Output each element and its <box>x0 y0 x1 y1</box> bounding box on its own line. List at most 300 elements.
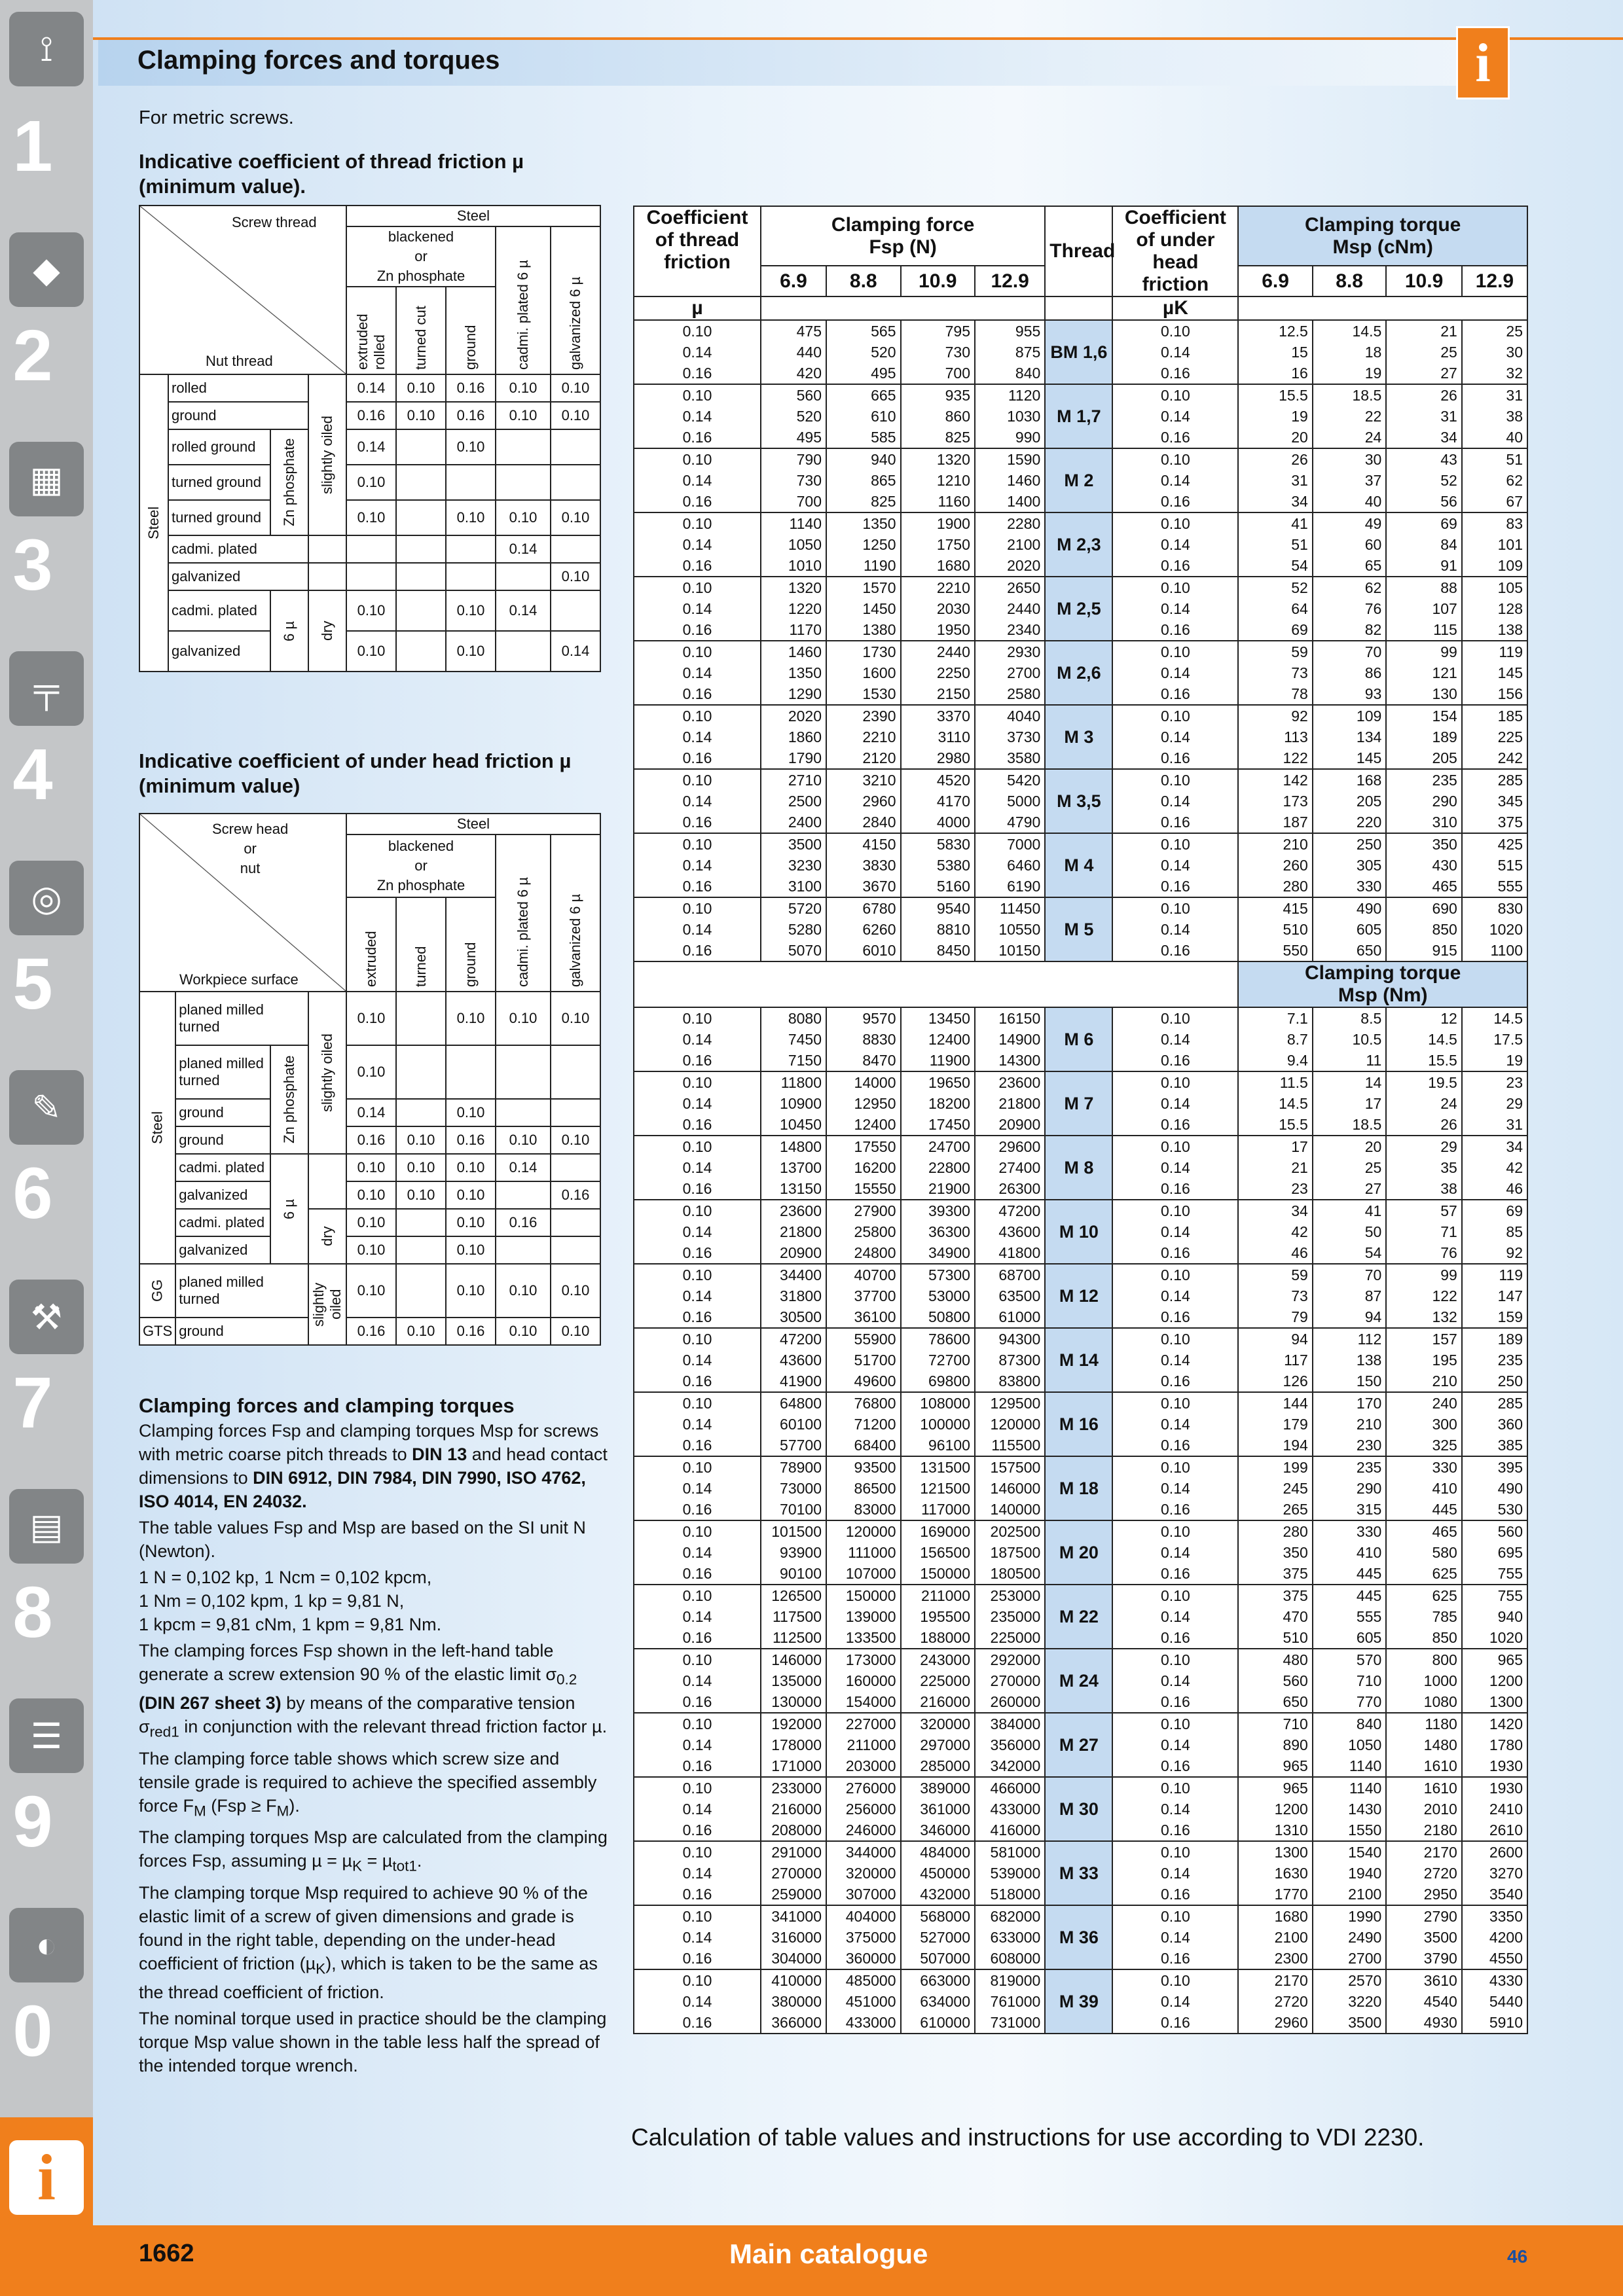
force-value: 68700 <box>998 1266 1041 1283</box>
col-turned: turned <box>396 897 446 992</box>
torque-value: 2010 <box>1423 1801 1457 1818</box>
force-value: 260000 <box>990 1693 1041 1710</box>
mu-value: 0.10 <box>682 1202 712 1219</box>
force-values <box>975 1713 1045 1777</box>
torque-value: 5910 <box>1489 2014 1523 2031</box>
torque-value: 20 <box>1291 429 1308 446</box>
cell <box>496 1099 551 1126</box>
row-label: cadmi. plated <box>175 1209 270 1236</box>
force-value: 3370 <box>936 708 970 725</box>
torque-value: 375 <box>1283 1587 1308 1604</box>
force-value: 49600 <box>854 1372 896 1390</box>
muk-values <box>1112 1200 1238 1264</box>
force-value: 173000 <box>845 1651 896 1668</box>
cell: 0.10 <box>446 631 496 672</box>
chapter-1[interactable]: 1 <box>12 106 53 187</box>
muk-values <box>1112 1007 1238 1071</box>
torque-value: 2170 <box>1274 1972 1308 1989</box>
torque-value: 115 <box>1433 621 1457 638</box>
thread-size: M 8 <box>1045 1136 1112 1200</box>
blackened-label: blackened <box>388 838 454 854</box>
mu-value: 0.10 <box>682 1908 712 1925</box>
torque-value: 37 <box>1364 472 1382 489</box>
chapter-5[interactable]: 5 <box>12 944 53 1024</box>
grade-10-9: 10.9 <box>901 266 975 296</box>
drill-icon[interactable]: ⟟ <box>9 12 84 86</box>
torque-values <box>1462 1007 1527 1071</box>
force-value: 1900 <box>936 515 970 532</box>
force-values <box>761 1264 826 1328</box>
torque-value: 138 <box>1356 1352 1382 1369</box>
muk-value: 0.10 <box>1161 1395 1190 1412</box>
force-value: 216000 <box>771 1801 822 1818</box>
force-value: 389000 <box>920 1780 970 1797</box>
thread-size: M 7 <box>1045 1071 1112 1136</box>
mu-values <box>634 577 761 641</box>
mu-value: 0.10 <box>682 1587 712 1604</box>
muk-values <box>1112 705 1238 769</box>
force-value: 131500 <box>920 1459 970 1476</box>
header-text: Clamping force <box>831 213 975 236</box>
safety-goggles-icon[interactable]: ◐ <box>9 1908 84 1982</box>
torque-value: 315 <box>1356 1501 1382 1518</box>
torque-value: 117 <box>1284 1352 1308 1369</box>
force-value: 225000 <box>920 1672 970 1689</box>
mu-value: 0.10 <box>682 1395 712 1412</box>
force-value: 8450 <box>936 942 970 959</box>
torque-value: 2790 <box>1423 1908 1457 1925</box>
torque-value: 245 <box>1283 1480 1308 1497</box>
muk-value: 0.16 <box>1161 1501 1190 1518</box>
force-value: 31800 <box>780 1287 822 1304</box>
header-text: Clamping torque <box>1305 213 1461 236</box>
force-value: 520 <box>796 408 822 425</box>
muk-value: 0.14 <box>1161 921 1190 938</box>
force-values <box>975 512 1045 577</box>
header-text: Fsp (N) <box>869 236 937 258</box>
force-value: 160000 <box>845 1672 896 1689</box>
torque-value: 840 <box>1356 1715 1382 1732</box>
cell: 0.10 <box>446 1236 496 1264</box>
force-value: 41800 <box>998 1244 1041 1261</box>
torque-value: 290 <box>1432 793 1457 810</box>
torque-values <box>1313 512 1386 577</box>
force-values <box>826 1456 900 1520</box>
force-value: 466000 <box>990 1780 1041 1797</box>
torque-value: 2720 <box>1423 1865 1457 1882</box>
torque-value: 280 <box>1283 878 1308 895</box>
force-value: 346000 <box>920 1821 970 1839</box>
torque-values <box>1386 1969 1462 2034</box>
torque-values <box>1238 1905 1312 1969</box>
header-text: Coefficient of under head friction <box>1124 207 1226 295</box>
text-span: 0.2 <box>556 1671 577 1688</box>
torque-value: 242 <box>1497 749 1523 766</box>
force-values <box>826 1200 900 1264</box>
table-row <box>634 1520 1527 1585</box>
chapter-7[interactable]: 7 <box>12 1363 53 1443</box>
force-value: 211000 <box>847 1736 896 1753</box>
thread-size: M 3 <box>1045 705 1112 769</box>
force-value: 1050 <box>788 536 822 553</box>
force-values <box>975 1392 1045 1456</box>
chapter-8[interactable]: 8 <box>12 1572 53 1653</box>
torque-value: 310 <box>1432 814 1457 831</box>
force-value: 78600 <box>928 1331 970 1348</box>
cell: 0.10 <box>346 590 396 631</box>
force-values <box>975 1456 1045 1520</box>
torque-value: 785 <box>1432 1608 1457 1625</box>
muk-value: 0.10 <box>1161 1074 1190 1091</box>
torque-value: 43 <box>1440 451 1457 468</box>
torque-values <box>1238 1136 1312 1200</box>
mu-values <box>634 1328 761 1392</box>
torque-value: 94 <box>1364 1308 1382 1325</box>
force-value: 5000 <box>1007 793 1041 810</box>
muk-value: 0.14 <box>1161 1031 1190 1048</box>
footer-page-number: 1662 <box>139 2240 194 2267</box>
blackened-label: blackened <box>388 228 454 245</box>
saw-blade-icon[interactable]: ◎ <box>9 861 84 935</box>
chapter-4[interactable]: 4 <box>12 734 53 815</box>
torque-value: 41 <box>1291 515 1308 532</box>
torque-value: 17 <box>1364 1095 1382 1112</box>
force-value: 57300 <box>928 1266 970 1283</box>
mu-values <box>634 1007 761 1071</box>
torque-value: 2100 <box>1274 1929 1308 1946</box>
force-value: 169000 <box>920 1523 970 1540</box>
force-value: 246000 <box>845 1821 896 1839</box>
mu-values <box>634 1520 761 1585</box>
force-value: 157500 <box>990 1459 1041 1476</box>
hammer-pliers-icon[interactable]: ⚒ <box>9 1280 84 1354</box>
torque-value: 375 <box>1283 1565 1308 1582</box>
torque-value: 625 <box>1432 1587 1457 1604</box>
muk-value: 0.16 <box>1161 1308 1190 1325</box>
chapter-6[interactable]: 6 <box>12 1153 53 1234</box>
muk-values <box>1112 641 1238 705</box>
text-span: The clamping torque Msp required to achieve 90 % of the elastic limit of a screw of given dimensions and grade is found in the right table, depending on the under-head coefficient of friction (µ <box>139 1882 588 1973</box>
muk-value: 0.14 <box>1161 1159 1190 1176</box>
force-value: 10550 <box>998 921 1041 938</box>
force-value: 3580 <box>1007 749 1041 766</box>
force-value: 700 <box>796 493 822 510</box>
cell <box>551 465 600 500</box>
muk-value: 0.14 <box>1161 1480 1190 1497</box>
mu-value: 0.14 <box>682 1287 712 1304</box>
toolbox-icon[interactable]: ▤ <box>9 1489 84 1564</box>
caliper-icon[interactable]: ╤ <box>9 651 84 726</box>
muk-value: 0.16 <box>1161 557 1190 574</box>
force-value: 180500 <box>990 1565 1041 1582</box>
force-value: 2400 <box>788 814 822 831</box>
group-gts: GTS <box>139 1318 175 1345</box>
torque-value: 220 <box>1356 814 1382 831</box>
wrench-icon[interactable]: ✎ <box>9 1070 84 1145</box>
mu-value: 0.16 <box>682 1116 712 1133</box>
force-values <box>901 512 975 577</box>
cell: 0.10 <box>446 590 496 631</box>
cell <box>396 590 446 631</box>
muk-value: 0.16 <box>1161 685 1190 702</box>
force-value: 6010 <box>862 942 896 959</box>
force-values <box>826 1007 900 1071</box>
cell <box>551 535 600 563</box>
torque-value: 51 <box>1506 451 1523 468</box>
force-value: 192000 <box>771 1715 822 1732</box>
torque-value: 3610 <box>1423 1972 1457 1989</box>
torque-value: 9.4 <box>1286 1052 1308 1069</box>
force-value: 14300 <box>998 1052 1041 1069</box>
torque-value: 23 <box>1291 1180 1308 1197</box>
thread-size: M 30 <box>1045 1777 1112 1841</box>
muk-values <box>1112 384 1238 448</box>
torque-value: 107 <box>1432 600 1457 617</box>
group-dry: dry <box>308 1209 346 1264</box>
force-value: 3670 <box>862 878 896 895</box>
torque-value: 92 <box>1506 1244 1523 1261</box>
force-value: 6260 <box>862 921 896 938</box>
torque-value: 330 <box>1356 878 1382 895</box>
thread-size: M 10 <box>1045 1200 1112 1264</box>
torque-values <box>1462 1392 1527 1456</box>
insert-icon[interactable]: ◆ <box>9 232 84 307</box>
torque-values <box>1386 1841 1462 1905</box>
torque-value: 2300 <box>1274 1950 1308 1967</box>
torque-value: 1780 <box>1489 1736 1523 1753</box>
torque-value: 34 <box>1291 493 1308 510</box>
force-value: 440 <box>796 344 822 361</box>
torque-value: 11 <box>1366 1052 1382 1069</box>
paragraph <box>139 1419 610 1513</box>
muk-values <box>1112 512 1238 577</box>
text-span: and head contact dimensions to <box>139 1444 608 1488</box>
torque-value: 119 <box>1499 1266 1523 1283</box>
chapter-9[interactable]: 9 <box>12 1782 53 1862</box>
force-value: 366000 <box>771 2014 822 2031</box>
group-gg: GG <box>139 1264 175 1318</box>
text-span: tot1 <box>392 1857 417 1874</box>
torque-value: 83 <box>1506 515 1523 532</box>
force-values <box>901 705 975 769</box>
mu-value: 0.14 <box>682 1159 712 1176</box>
force-value: 36100 <box>854 1308 896 1325</box>
torque-values <box>1238 897 1312 961</box>
force-values <box>761 1136 826 1200</box>
torque-value: 1020 <box>1489 921 1523 938</box>
force-values <box>901 1713 975 1777</box>
torque-value: 425 <box>1497 836 1523 853</box>
force-values <box>826 1071 900 1136</box>
torque-value: 31 <box>1440 408 1457 425</box>
info-icon[interactable]: i <box>9 2140 84 2215</box>
force-values <box>901 1264 975 1328</box>
cell: 0.10 <box>551 374 600 402</box>
torque-value: 8.5 <box>1360 1010 1382 1027</box>
force-value: 2210 <box>936 579 970 596</box>
text-span: 1 Nm = 0,102 kpm, 1 kp = 9,81 N, <box>139 1591 405 1611</box>
group-oiled: slightly oiled <box>308 1264 346 1345</box>
cell: 0.10 <box>446 1209 496 1236</box>
torque-values <box>1386 1456 1462 1520</box>
torque-value: 1310 <box>1274 1821 1308 1839</box>
torque-value: 79 <box>1291 1308 1308 1325</box>
torque-value: 530 <box>1497 1501 1523 1518</box>
cell <box>551 1045 600 1099</box>
force-value: 3730 <box>1007 728 1041 745</box>
cell <box>496 563 551 590</box>
torque-value: 3540 <box>1489 1886 1523 1903</box>
text-span: DIN 6912, DIN 7984, DIN 7990, ISO 4762, ISO 4014, EN 24032. <box>139 1468 586 1511</box>
mu-value: 0.10 <box>682 579 712 596</box>
force-values <box>975 1969 1045 2034</box>
cell: 0.10 <box>551 563 600 590</box>
force-value: 1680 <box>936 557 970 574</box>
torque-value: 21 <box>1291 1159 1308 1176</box>
force-value: 1320 <box>788 579 822 596</box>
torque-value: 92 <box>1291 708 1308 725</box>
force-value: 146000 <box>771 1651 822 1668</box>
torque-value: 4200 <box>1489 1929 1523 1946</box>
torque-value: 194 <box>1283 1437 1308 1454</box>
force-value: 26300 <box>998 1180 1041 1197</box>
muk-value: 0.14 <box>1161 664 1190 681</box>
torque-value: 40 <box>1364 493 1382 510</box>
torque-value: 18.5 <box>1352 1116 1382 1133</box>
force-value: 69800 <box>928 1372 970 1390</box>
torque-value: 1050 <box>1348 1736 1382 1753</box>
force-values <box>901 448 975 512</box>
torque-values <box>1313 320 1386 384</box>
force-value: 610000 <box>920 2014 970 2031</box>
force-value: 107000 <box>845 1565 896 1582</box>
force-values <box>761 1456 826 1520</box>
mu-values <box>634 1200 761 1264</box>
force-value: 51700 <box>854 1352 896 1369</box>
torque-value: 31 <box>1506 1116 1523 1133</box>
chapter-2[interactable]: 2 <box>12 315 53 396</box>
cell <box>446 563 496 590</box>
row-label: rolled <box>168 374 308 402</box>
torque-value: 38 <box>1440 1180 1457 1197</box>
tool-holder-icon[interactable]: ▦ <box>9 442 84 516</box>
torque-value: 138 <box>1497 621 1523 638</box>
table-row <box>634 1200 1527 1264</box>
torque-value: 555 <box>1356 1608 1382 1625</box>
force-values <box>975 769 1045 833</box>
mu-values <box>634 1713 761 1777</box>
force-value: 41900 <box>780 1372 822 1390</box>
force-value: 203000 <box>845 1757 896 1774</box>
torque-value: 76 <box>1440 1244 1457 1261</box>
force-value: 72700 <box>928 1352 970 1369</box>
force-value: 37700 <box>854 1287 896 1304</box>
force-value: 2280 <box>1007 515 1041 532</box>
torque-value: 330 <box>1432 1459 1457 1476</box>
force-values <box>901 1328 975 1392</box>
force-value: 1380 <box>862 621 896 638</box>
force-value: 202500 <box>990 1523 1041 1540</box>
force-value: 1350 <box>862 515 896 532</box>
mu-values <box>634 1392 761 1456</box>
torque-value: 430 <box>1432 857 1457 874</box>
cell: 0.16 <box>551 1181 600 1209</box>
cell: 0.10 <box>396 402 446 429</box>
torque-values <box>1386 1777 1462 1841</box>
torque-value: 109 <box>1356 708 1382 725</box>
chapter-0[interactable]: 0 <box>12 1991 53 2072</box>
torque-value: 24 <box>1440 1095 1457 1112</box>
table-row <box>634 1841 1527 1905</box>
torque-values <box>1313 1392 1386 1456</box>
cell <box>496 1236 551 1264</box>
empty-cell <box>308 563 346 590</box>
force-value: 270000 <box>771 1865 822 1882</box>
cabinet-icon[interactable]: ☰ <box>9 1698 84 1773</box>
force-value: 2340 <box>1007 621 1041 638</box>
torque-value: 205 <box>1432 749 1457 766</box>
cell <box>396 1236 446 1264</box>
torque-values <box>1386 512 1462 577</box>
force-value: 731000 <box>990 2014 1041 2031</box>
force-value: 195500 <box>920 1608 970 1625</box>
torque-value: 62 <box>1506 472 1523 489</box>
torque-value: 87 <box>1364 1287 1382 1304</box>
torque-value: 345 <box>1497 793 1523 810</box>
torque-value: 695 <box>1497 1544 1523 1561</box>
force-value: 2700 <box>1007 664 1041 681</box>
force-value: 10450 <box>780 1116 822 1133</box>
force-value: 1600 <box>862 664 896 681</box>
torque-values <box>1462 705 1527 769</box>
force-value: 3110 <box>938 728 970 745</box>
force-values <box>975 705 1045 769</box>
force-values <box>901 1841 975 1905</box>
force-value: 420 <box>796 365 822 382</box>
force-value: 320000 <box>920 1715 970 1732</box>
chapter-3[interactable]: 3 <box>12 525 53 605</box>
torque-value: 54 <box>1364 1244 1382 1261</box>
torque-value: 69 <box>1291 621 1308 638</box>
torque-values <box>1386 1520 1462 1585</box>
torque-values <box>1238 705 1312 769</box>
torque-values <box>1238 320 1312 384</box>
torque-value: 14.5 <box>1493 1010 1523 1027</box>
torque-values <box>1386 1007 1462 1071</box>
torque-value: 2100 <box>1348 1886 1382 1903</box>
table-row <box>634 1392 1527 1456</box>
table-row <box>634 833 1527 897</box>
mu-value: 0.10 <box>682 1010 712 1027</box>
col-cadmi: cadmi. plated 6 µ <box>496 226 551 374</box>
force-value: 1590 <box>1007 451 1041 468</box>
force-value: 795 <box>945 323 970 340</box>
zn-phosphate-label: Zn phosphate <box>376 877 465 893</box>
force-values <box>975 1136 1045 1200</box>
force-value: 73000 <box>780 1480 822 1497</box>
torque-values <box>1462 384 1527 448</box>
torque-value: 1630 <box>1274 1865 1308 1882</box>
torque-value: 465 <box>1432 1523 1457 1540</box>
force-values <box>761 448 826 512</box>
force-value: 320000 <box>845 1865 896 1882</box>
mu-value: 0.14 <box>682 1352 712 1369</box>
cell: 0.16 <box>346 1318 396 1345</box>
table-row <box>634 1777 1527 1841</box>
force-value: 208000 <box>771 1821 822 1839</box>
mu-value: 0.16 <box>682 1757 712 1774</box>
cell <box>396 1209 446 1236</box>
